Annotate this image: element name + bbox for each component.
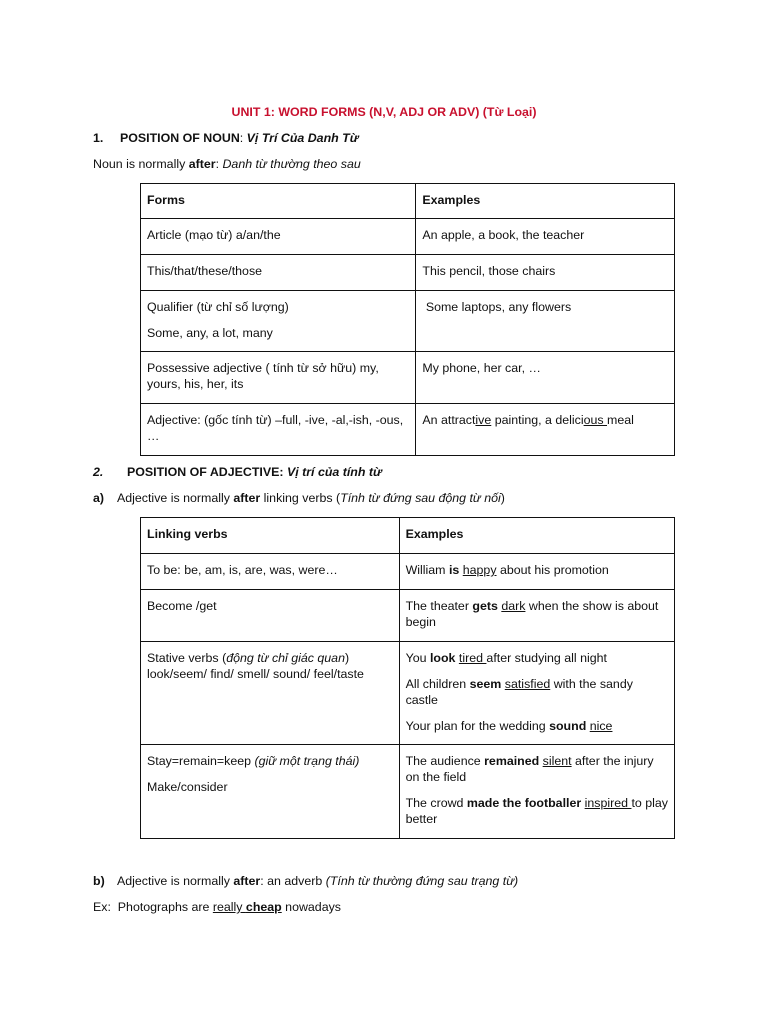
cell-text: Stay=remain=keep bbox=[147, 754, 255, 768]
adjective: dark bbox=[501, 599, 526, 613]
cell-vi: động từ chỉ giác quan bbox=[226, 651, 345, 665]
table-cell bbox=[399, 590, 674, 642]
table-cell: This/that/these/those bbox=[141, 255, 416, 291]
table-header-row bbox=[141, 184, 675, 219]
table-row bbox=[141, 404, 675, 456]
table-cell: Some laptops, any flowers bbox=[416, 291, 675, 352]
table-cell: An apple, a book, the teacher bbox=[416, 219, 675, 255]
example-text: with the sandy castle bbox=[405, 677, 633, 707]
example-text: when the show is about begin bbox=[405, 599, 659, 629]
rule-text: Adjective is normally bbox=[117, 491, 234, 505]
adverb: really bbox=[212, 900, 246, 914]
rule-text: Noun is normally bbox=[93, 157, 189, 171]
table-cell: To be: be, am, is, are, was, were… bbox=[141, 554, 400, 590]
cell-line: Some, any, a lot, many bbox=[147, 326, 273, 340]
adjective: cheap bbox=[245, 900, 282, 914]
rule-keyword: after bbox=[233, 491, 261, 505]
table-cell bbox=[141, 291, 416, 352]
cell-line bbox=[147, 753, 393, 769]
example-line bbox=[406, 718, 668, 734]
example-text: after the injury on the field bbox=[405, 754, 654, 784]
column-header: Forms bbox=[147, 193, 185, 207]
table-cell bbox=[399, 642, 674, 745]
cell-line: Qualifier (từ chỉ số lượng) bbox=[147, 300, 289, 314]
linking-verbs-table bbox=[140, 517, 675, 839]
section-title-vi: Vị trí của tính từ bbox=[283, 465, 382, 479]
adjective: tired bbox=[458, 651, 487, 665]
section-title-vi: Vị Trí Của Danh Từ bbox=[246, 131, 359, 145]
cell-vi: (giữ một trạng thái) bbox=[254, 754, 360, 768]
example-line bbox=[406, 753, 668, 785]
table-row bbox=[141, 291, 675, 352]
cell-line: Make/consider bbox=[147, 780, 228, 794]
example-text: The theater bbox=[405, 599, 473, 613]
table-header-row bbox=[141, 518, 675, 554]
table-cell bbox=[416, 404, 675, 456]
section-2-heading bbox=[93, 465, 382, 479]
example-text: You bbox=[405, 651, 430, 665]
table-cell: Become /get bbox=[141, 590, 400, 642]
example-text: An attract bbox=[422, 413, 476, 427]
table-cell: Possessive adjective ( tính từ sở hữu) my, yours, his, her, its bbox=[141, 352, 416, 404]
suffix: ive bbox=[475, 413, 492, 427]
example-text: painting, a delici bbox=[491, 413, 584, 427]
rule-keyword: after bbox=[188, 157, 216, 171]
section-number: 1. bbox=[93, 131, 104, 145]
table-cell: This pencil, those chairs bbox=[416, 255, 675, 291]
table-row bbox=[141, 255, 675, 291]
table-row bbox=[141, 352, 675, 404]
example-sentence bbox=[93, 900, 341, 914]
table-row bbox=[141, 642, 675, 745]
example-text: to play better bbox=[405, 796, 668, 826]
table-cell bbox=[399, 745, 674, 839]
noun-forms-table bbox=[140, 183, 675, 456]
list-label: b) bbox=[93, 874, 105, 888]
example-text: after studying all night bbox=[486, 651, 607, 665]
example-text: The crowd bbox=[405, 796, 467, 810]
list-label: a) bbox=[93, 491, 105, 505]
colon: : bbox=[215, 157, 223, 171]
table-row bbox=[141, 745, 675, 839]
verb: seem bbox=[469, 677, 502, 691]
rule-b bbox=[93, 874, 518, 888]
example-line bbox=[406, 676, 668, 708]
table-row bbox=[141, 554, 675, 590]
example-text: All children bbox=[405, 677, 470, 691]
example-line bbox=[406, 795, 668, 827]
verb: gets bbox=[472, 599, 498, 613]
example-text: Ex: Photographs are bbox=[93, 900, 213, 914]
rule-vi: (Tính từ thường đứng sau trạng từ) bbox=[325, 874, 519, 888]
colon: : bbox=[239, 131, 247, 145]
column-header: Examples bbox=[405, 527, 464, 541]
rule-text: linking verbs ( bbox=[260, 491, 341, 505]
noun-rule bbox=[93, 157, 361, 171]
example-text: nowadays bbox=[281, 900, 341, 914]
rule-text: ) bbox=[500, 491, 505, 505]
section-title: POSITION OF ADJECTIVE: bbox=[127, 465, 284, 479]
verb: made the footballer bbox=[466, 796, 582, 810]
rule-vi: Tính từ đứng sau động từ nối bbox=[340, 491, 501, 505]
page-title: UNIT 1: WORD FORMS (N,V, ADJ OR ADV) (Từ Loại) bbox=[231, 105, 537, 119]
adjective: inspired bbox=[584, 796, 632, 810]
rule-text: : an adverb bbox=[260, 874, 326, 888]
column-header: Linking verbs bbox=[147, 527, 228, 541]
section-number: 2. bbox=[93, 465, 104, 479]
table-cell: My phone, her car, … bbox=[416, 352, 675, 404]
rule-text: Adjective is normally bbox=[117, 874, 234, 888]
adjective: happy bbox=[462, 563, 497, 577]
suffix: ous bbox=[583, 413, 607, 427]
example-line bbox=[406, 650, 668, 666]
rule-vi: Danh từ thường theo sau bbox=[222, 157, 361, 171]
table-cell bbox=[399, 554, 674, 590]
verb: is bbox=[448, 563, 460, 577]
example-text: meal bbox=[607, 413, 634, 427]
table-cell: Adjective: (gốc tính từ) –full, -ive, -al,-ish, -ous, … bbox=[141, 404, 416, 456]
rule-keyword: after bbox=[233, 874, 261, 888]
example-text: Your plan for the wedding bbox=[405, 719, 550, 733]
table-cell bbox=[141, 642, 400, 745]
rule-a bbox=[93, 491, 505, 505]
cell-text: Stative verbs ( bbox=[147, 651, 227, 665]
table-cell: Article (mạo từ) a/an/the bbox=[141, 219, 416, 255]
cell-text: ) look/seem/ find/ smell/ sound/ feel/taste bbox=[147, 651, 364, 681]
table-row bbox=[141, 590, 675, 642]
example-text: William bbox=[405, 563, 449, 577]
adjective: nice bbox=[589, 719, 613, 733]
table-row bbox=[141, 219, 675, 255]
section-title: POSITION OF NOUN bbox=[120, 131, 240, 145]
example-text: The audience bbox=[405, 754, 485, 768]
verb: sound bbox=[549, 719, 587, 733]
table-cell bbox=[141, 745, 400, 839]
column-header: Examples bbox=[422, 193, 481, 207]
example-text: about his promotion bbox=[496, 563, 609, 577]
section-1-heading bbox=[93, 131, 359, 145]
adjective: silent bbox=[542, 754, 572, 768]
verb: remained bbox=[484, 754, 540, 768]
verb: look bbox=[429, 651, 456, 665]
adjective: satisfied bbox=[504, 677, 551, 691]
